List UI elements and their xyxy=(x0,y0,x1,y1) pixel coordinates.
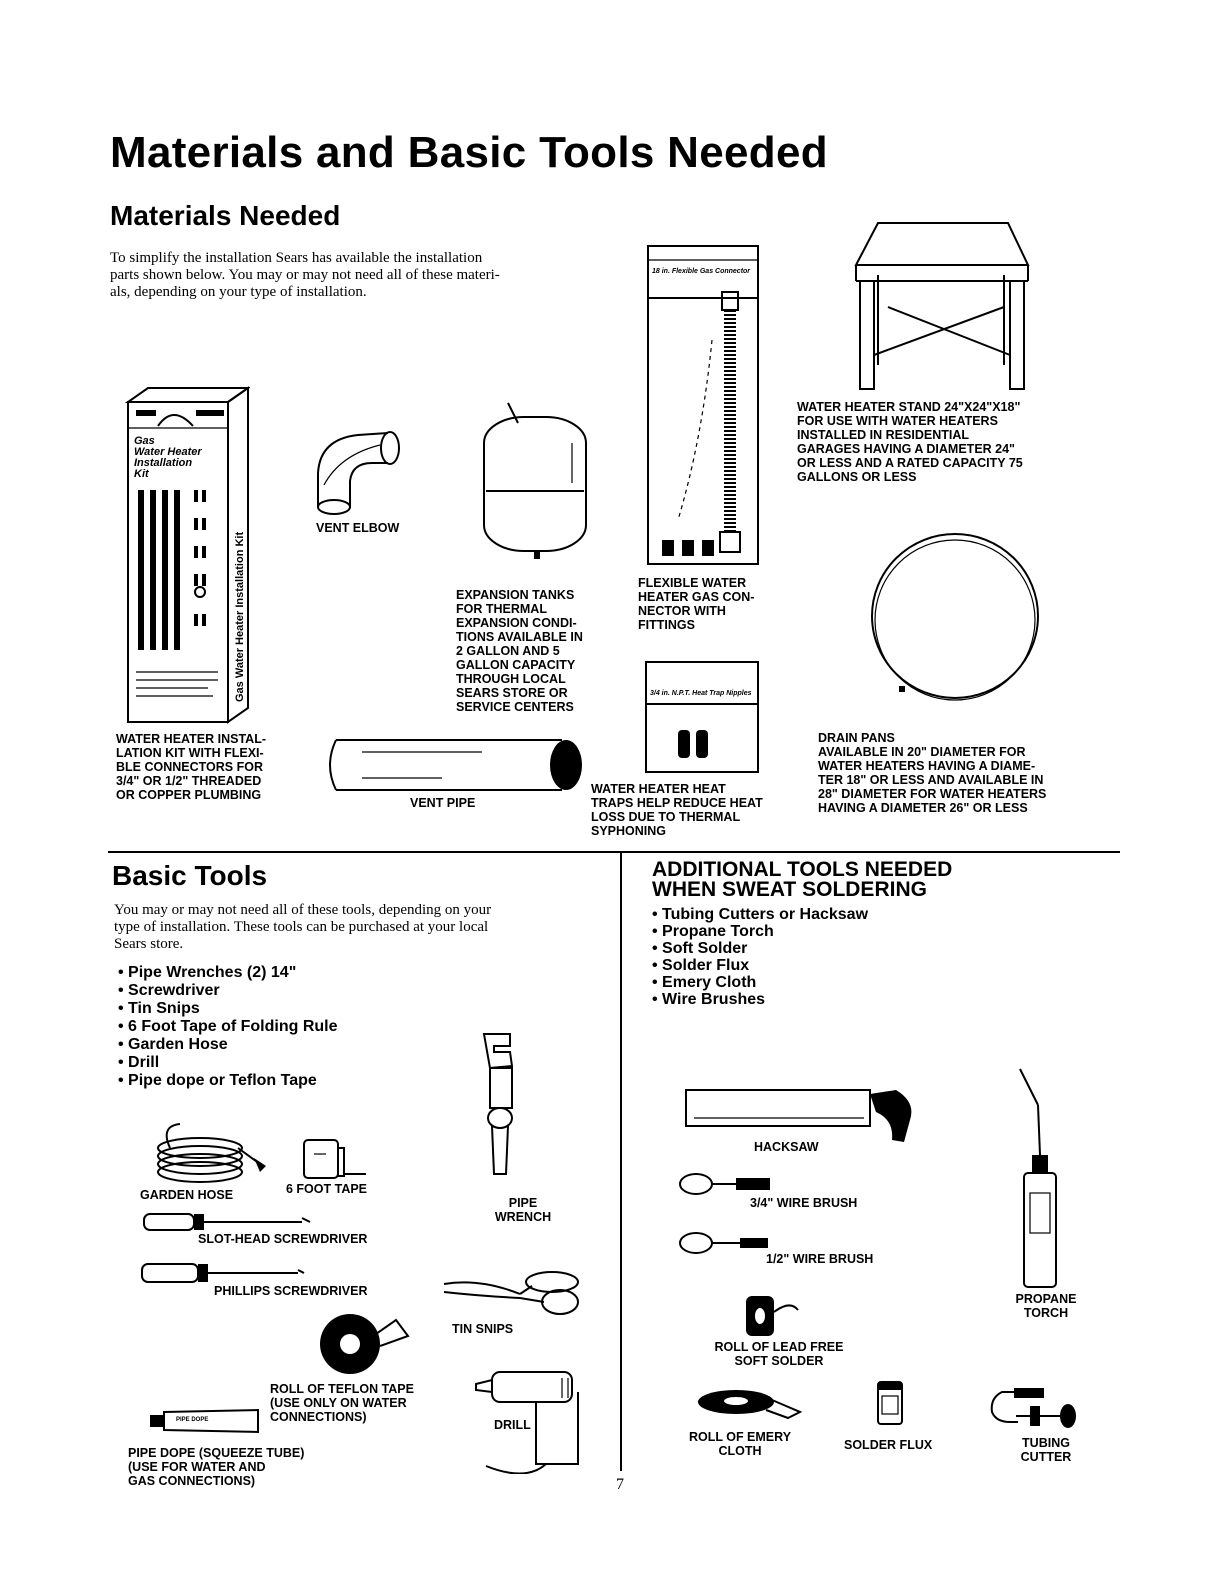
phillips-screwdriver-caption: PHILLIPS SCREWDRIVER xyxy=(214,1284,368,1298)
expansion-tank-caption xyxy=(456,588,583,714)
caption-line: ROLL OF LEAD FREE xyxy=(714,1340,844,1354)
list-item: • Tubing Cutters or Hacksaw xyxy=(652,906,869,923)
caption-line: DRAIN PANS xyxy=(818,731,895,745)
caption-line: FOR THERMAL xyxy=(456,602,547,616)
caption-line: GALLONS OR LESS xyxy=(797,470,917,484)
wire-brush-12-icon xyxy=(676,1228,776,1258)
kit-box-label-line: Installation xyxy=(134,457,193,469)
expansion-tank-icon xyxy=(478,395,608,565)
stand-caption xyxy=(797,400,1023,484)
caption-line: (USE ONLY ON WATER xyxy=(270,1396,407,1410)
list-item: • Drill xyxy=(118,1054,160,1071)
list-item: • Propane Torch xyxy=(652,923,774,940)
list-item: • Solder Flux xyxy=(652,957,750,974)
section-divider xyxy=(108,851,1120,853)
drain-pans-caption xyxy=(818,731,1046,815)
slot-screwdriver-caption: SLOT-HEAD SCREWDRIVER xyxy=(198,1232,368,1246)
caption-line: FOR USE WITH WATER HEATERS xyxy=(797,414,998,428)
solder-caption xyxy=(704,1340,854,1368)
basic-tools-intro xyxy=(114,902,491,953)
additional-tools-list xyxy=(652,906,868,1008)
caption-line: WATER HEATER STAND 24"X24"X18" xyxy=(797,400,1021,414)
propane-torch-icon xyxy=(1010,1065,1070,1291)
flex-connector-caption xyxy=(638,576,754,632)
caption-line: LOSS DUE TO THERMAL xyxy=(591,810,741,824)
caption-line: EXPANSION TANKS xyxy=(456,588,575,602)
caption-line: FITTINGS xyxy=(638,618,695,632)
tubing-cutter-icon xyxy=(986,1384,1078,1434)
kit-box-label-line: Kit xyxy=(134,468,149,480)
installation-kit-illustration xyxy=(118,382,250,724)
caption-line: TUBING xyxy=(1022,1436,1070,1450)
pipe-dope-caption xyxy=(128,1446,304,1488)
caption-line: EXPANSION CONDI- xyxy=(456,616,577,630)
kit-box-label-line: Gas xyxy=(134,435,155,447)
intro-line: als, depending on your type of installation. xyxy=(110,284,367,300)
foot-tape-icon xyxy=(300,1136,370,1182)
vent-pipe-icon xyxy=(322,734,586,794)
caption-line: HEATER GAS CON- xyxy=(638,590,755,604)
caption-line: ROLL OF TEFLON TAPE xyxy=(270,1382,414,1396)
caption-line: SOFT SOLDER xyxy=(734,1354,824,1368)
solder-roll-icon xyxy=(740,1290,802,1340)
caption-line: HAVING A DIAMETER 26" OR LESS xyxy=(818,801,1028,815)
pipe-wrench-caption xyxy=(476,1196,570,1224)
pipe-wrench-icon xyxy=(472,1028,532,1178)
intro-line: type of installation. These tools can be purchased at your local xyxy=(114,919,489,935)
caption-line: (USE FOR WATER AND xyxy=(128,1460,266,1474)
list-item: • Pipe dope or Teflon Tape xyxy=(118,1072,317,1089)
teflon-tape-caption xyxy=(270,1382,414,1424)
page-title: Materials and Basic Tools Needed xyxy=(110,128,828,177)
caption-line: CLOTH xyxy=(718,1444,762,1458)
install-kit-caption xyxy=(116,732,266,802)
water-heater-stand-icon xyxy=(848,215,1038,395)
caption-line: CONNECTIONS) xyxy=(270,1410,367,1424)
foot-tape-caption: 6 FOOT TAPE xyxy=(286,1182,368,1196)
wire-brush-34-caption: 3/4" WIRE BRUSH xyxy=(750,1196,858,1210)
garden-hose-icon xyxy=(150,1120,270,1186)
caption-line: WATER HEATERS HAVING A DIAME- xyxy=(818,759,1036,773)
list-item: • Garden Hose xyxy=(118,1036,228,1053)
heat-traps-package-illustration xyxy=(640,658,765,776)
flexible-connector-package-illustration xyxy=(642,240,764,570)
caption-line: SYPHONING xyxy=(591,824,667,838)
caption-line: GARAGES HAVING A DIAMETER 24" xyxy=(797,442,1015,456)
list-item: • 6 Foot Tape of Folding Rule xyxy=(118,1018,338,1035)
list-item: • Emery Cloth xyxy=(652,974,757,991)
caption-line: WATER HEATER INSTAL- xyxy=(116,732,266,746)
column-divider xyxy=(620,851,622,1471)
heading-line: WHEN SWEAT SOLDERING xyxy=(652,878,927,901)
propane-torch-caption xyxy=(1008,1292,1084,1320)
intro-line: parts shown below. You may or may not need all of these materi- xyxy=(110,267,500,283)
caption-line: CUTTER xyxy=(1020,1450,1072,1464)
hacksaw-caption: HACKSAW xyxy=(754,1140,819,1154)
caption-line: OR LESS AND A RATED CAPACITY 75 xyxy=(797,456,1023,470)
caption-line: LATION KIT WITH FLEXI- xyxy=(116,746,264,760)
wire-brush-12-caption: 1/2" WIRE BRUSH xyxy=(766,1252,874,1266)
caption-line: SERVICE CENTERS xyxy=(456,700,574,714)
heat-traps-caption xyxy=(591,782,763,838)
emery-cloth-icon xyxy=(694,1384,806,1424)
caption-line: NECTOR WITH xyxy=(638,604,726,618)
list-item: • Wire Brushes xyxy=(652,991,766,1008)
caption-line: AVAILABLE IN 20" DIAMETER FOR xyxy=(818,745,1026,759)
solder-flux-caption: SOLDER FLUX xyxy=(844,1438,933,1452)
caption-line: TRAPS HELP REDUCE HEAT xyxy=(591,796,763,810)
kit-box-label-line: Water Heater xyxy=(134,446,202,458)
pipe-dope-tube-label: PIPE DOPE xyxy=(176,1417,209,1423)
kit-box-label xyxy=(134,436,202,480)
caption-line: WATER HEATER HEAT xyxy=(591,782,726,796)
caption-line: SEARS STORE OR xyxy=(456,686,568,700)
drill-caption: DRILL xyxy=(494,1418,531,1432)
heading-line: ADDITIONAL TOOLS NEEDED xyxy=(652,858,953,881)
caption-line: OR COPPER PLUMBING xyxy=(116,788,262,802)
caption-line: GAS CONNECTIONS) xyxy=(128,1474,256,1488)
additional-tools-heading xyxy=(652,860,952,900)
tin-snips-caption: TIN SNIPS xyxy=(452,1322,514,1336)
page-number: 7 xyxy=(616,1476,624,1493)
basic-tools-list xyxy=(118,964,338,1090)
caption-line: TORCH xyxy=(1023,1306,1069,1320)
intro-line: To simplify the installation Sears has available the installation xyxy=(110,250,483,266)
caption-line: ROLL OF EMERY xyxy=(688,1430,792,1444)
caption-line: INSTALLED IN RESIDENTIAL xyxy=(797,428,969,442)
list-item: • Soft Solder xyxy=(652,940,748,957)
caption-line: PIPE xyxy=(508,1196,538,1210)
kit-box-side-text: Gas Water Heater Installation Kit xyxy=(234,531,246,702)
connector-package-label: 18 in. Flexible Gas Connector xyxy=(652,268,751,275)
caption-line: WRENCH xyxy=(494,1210,552,1224)
tubing-cutter-caption xyxy=(1016,1436,1076,1464)
intro-line: Sears store. xyxy=(114,936,184,952)
caption-line: FLEXIBLE WATER xyxy=(638,576,747,590)
basic-tools-heading: Basic Tools xyxy=(112,860,268,891)
vent-elbow-caption: VENT ELBOW xyxy=(316,521,400,535)
tin-snips-icon xyxy=(440,1264,585,1324)
list-item: • Tin Snips xyxy=(118,1000,200,1017)
materials-intro xyxy=(110,250,500,301)
caption-line: 3/4" OR 1/2" THREADED xyxy=(116,774,262,788)
list-item: • Pipe Wrenches (2) 14" xyxy=(118,964,297,981)
emery-cloth-caption xyxy=(680,1430,800,1458)
caption-line: THROUGH LOCAL xyxy=(456,672,566,686)
solder-flux-icon xyxy=(870,1378,910,1428)
caption-line: BLE CONNECTORS FOR xyxy=(116,760,263,774)
materials-heading: Materials Needed xyxy=(110,200,341,231)
caption-line: PIPE DOPE (SQUEEZE TUBE) xyxy=(128,1446,305,1460)
intro-line: You may or may not need all of these tools, depending on your xyxy=(114,902,492,918)
caption-line: TIONS AVAILABLE IN xyxy=(456,630,583,644)
teflon-tape-icon xyxy=(316,1310,412,1380)
hacksaw-icon xyxy=(680,1080,920,1144)
caption-line: 2 GALLON AND 5 xyxy=(456,644,560,658)
caption-line: TER 18" OR LESS AND AVAILABLE IN xyxy=(818,773,1044,787)
trap-package-label: 3/4 in. N.P.T. Heat Trap Nipples xyxy=(650,690,752,697)
vent-elbow-icon xyxy=(310,425,410,520)
list-item: • Screwdriver xyxy=(118,982,220,999)
caption-line: GALLON CAPACITY xyxy=(456,658,576,672)
garden-hose-caption: GARDEN HOSE xyxy=(140,1188,234,1202)
caption-line: PROPANE xyxy=(1015,1292,1077,1306)
drain-pan-icon xyxy=(865,528,1045,708)
vent-pipe-caption: VENT PIPE xyxy=(410,796,476,810)
caption-line: 28" DIAMETER FOR WATER HEATERS xyxy=(818,787,1047,801)
